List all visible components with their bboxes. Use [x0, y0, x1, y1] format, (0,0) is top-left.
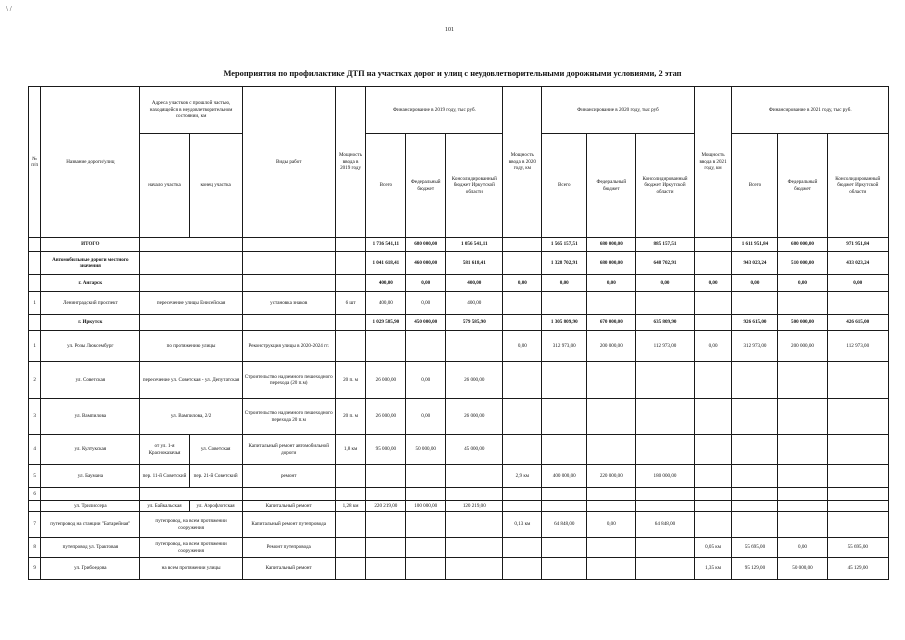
cell-f20	[587, 399, 636, 435]
cell-cap21	[694, 292, 732, 315]
table-row	[29, 275, 889, 292]
cell-works	[242, 315, 335, 331]
cell-r21	[827, 435, 888, 465]
cell-works: ремонт	[242, 465, 335, 488]
table-row	[29, 315, 889, 331]
cell-num	[29, 315, 41, 331]
cell-num: 6	[29, 488, 41, 501]
cell-cap-2019	[335, 238, 366, 252]
cell-t19	[366, 331, 406, 362]
table-row	[29, 538, 889, 558]
cell-r20: 64 848,00	[636, 512, 694, 538]
cell-r21	[827, 488, 888, 501]
cell-r20	[636, 538, 694, 558]
cell-cap-2019: 6 шт	[335, 292, 366, 315]
cell-t21: 943 023,24	[732, 252, 778, 275]
cell-num	[29, 238, 41, 252]
cell-f21: 680 000,00	[778, 238, 827, 252]
cell-address: пересечение улицы Енисейская	[140, 292, 242, 315]
cell-t20	[542, 435, 587, 465]
cell-works	[242, 238, 335, 252]
cell-road: Автомобильные дороги местного значения	[41, 252, 140, 275]
cell-f19: 680 000,00	[406, 238, 446, 252]
cell-t19: 1 736 541,11	[366, 238, 406, 252]
cell-works: Капитальный ремонт	[242, 558, 335, 580]
cell-f20	[587, 292, 636, 315]
cell-road: ул. Баумана	[41, 465, 140, 488]
cell-r21	[827, 501, 888, 512]
cell-road: путепровод на станции "Батарейная"	[41, 512, 140, 538]
cell-t19: 95 000,00	[366, 435, 406, 465]
header-total-2020: Всего	[542, 134, 587, 238]
cell-cap20	[503, 558, 542, 580]
cell-r20: 0,00	[636, 275, 694, 292]
cell-t21: 95 129,00	[732, 558, 778, 580]
cell-road: ул. Грибоедова	[41, 558, 140, 580]
cell-r21: 112 973,00	[827, 331, 888, 362]
cell-address	[140, 315, 242, 331]
cell-t20: 64 848,00	[542, 512, 587, 538]
cell-end: ул. Советская	[189, 435, 242, 465]
cell-road	[41, 488, 140, 501]
cell-t20: 1 328 702,91	[542, 252, 587, 275]
cell-t20	[542, 399, 587, 435]
cell-t19: 400,00	[366, 292, 406, 315]
cell-road: ул. Вампилова	[41, 399, 140, 435]
cell-address: путепровод, на всем протяжении сооружения	[140, 538, 242, 558]
cell-r19: 1 056 541,11	[446, 238, 503, 252]
cell-cap20	[503, 488, 542, 501]
cell-r19	[446, 538, 503, 558]
cell-r20	[636, 488, 694, 501]
cell-t21: 0,00	[732, 275, 778, 292]
cell-cap21	[694, 435, 732, 465]
cell-f20	[587, 501, 636, 512]
cell-f19: 0,00	[406, 362, 446, 399]
cell-f19: 100 000,00	[406, 501, 446, 512]
cell-num: 2	[29, 362, 41, 399]
cell-num: 1	[29, 331, 41, 362]
table-row	[29, 465, 889, 488]
cell-cap21	[694, 399, 732, 435]
cell-start: ул. Байкальская	[140, 501, 189, 512]
cell-t21: 55 695,00	[732, 538, 778, 558]
table-row	[29, 399, 889, 435]
cell-r21: 45 129,00	[827, 558, 888, 580]
cell-t20: 1 305 809,90	[542, 315, 587, 331]
cell-r20: 180 000,00	[636, 465, 694, 488]
cell-works	[242, 488, 335, 501]
cell-r21	[827, 512, 888, 538]
cell-num	[29, 252, 41, 275]
cell-t21	[732, 501, 778, 512]
header-start: начало участка	[140, 134, 189, 238]
cell-cap20: 0,13 км	[503, 512, 542, 538]
cell-cap20	[503, 292, 542, 315]
cell-start: пер. 11-й Советский	[140, 465, 189, 488]
cell-road: путепровод ул. Трактовая	[41, 538, 140, 558]
cell-r20	[636, 435, 694, 465]
table-row	[29, 558, 889, 580]
header-regional-2020: Консолидированный бюджет Иркутской области	[636, 134, 694, 238]
cell-cap20	[503, 315, 542, 331]
cell-f21: 510 000,00	[778, 252, 827, 275]
cell-cap21	[694, 501, 732, 512]
cell-f20: 680 000,00	[587, 252, 636, 275]
cell-t19: 26 000,00	[366, 362, 406, 399]
cell-cap-2019: 20 п. м	[335, 362, 366, 399]
cell-cap20: 0,00	[503, 331, 542, 362]
cell-works: Строительство надземного пешеходного перехода 20 п.м	[242, 399, 335, 435]
cell-f21: 0,00	[778, 275, 827, 292]
header-cap2019: Мощность ввода в 2019 году	[335, 87, 366, 238]
cell-t19: 400,00	[366, 275, 406, 292]
cell-road: ИТОГО	[41, 238, 140, 252]
cell-t19	[366, 538, 406, 558]
cell-cap21: 1,35 км	[694, 558, 732, 580]
cell-r19	[446, 558, 503, 580]
cell-f21	[778, 501, 827, 512]
cell-t20	[542, 501, 587, 512]
document-title: Мероприятия по профилактике ДТП на участках дорог и улиц с неудовлетворительными дорожными условиями, 2 этап	[223, 69, 682, 78]
header-federal-2020: Федеральный бюджет	[587, 134, 636, 238]
cell-cap20	[503, 435, 542, 465]
cell-works: Капитальный ремонт	[242, 501, 335, 512]
cell-cap20: 2,9 км	[503, 465, 542, 488]
cell-f19	[406, 488, 446, 501]
cell-num: 4	[29, 435, 41, 465]
cell-cap-2019	[335, 331, 366, 362]
cell-f19: 0,00	[406, 399, 446, 435]
header-total-2021: Всего	[732, 134, 778, 238]
cell-cap21: 0,00	[694, 331, 732, 362]
cell-t20	[542, 292, 587, 315]
cell-f20	[587, 435, 636, 465]
table-row	[29, 238, 889, 252]
cell-t20	[542, 538, 587, 558]
cell-t20: 400 000,00	[542, 465, 587, 488]
cell-f20: 680 000,00	[587, 238, 636, 252]
table-row	[29, 488, 889, 501]
header-regional-2019: Консолидированный бюджет Иркутской области	[446, 134, 503, 238]
cell-r20: 885 157,51	[636, 238, 694, 252]
cell-cap-2019: 20 п. м	[335, 399, 366, 435]
cell-address	[140, 275, 242, 292]
cell-cap-2019	[335, 512, 366, 538]
cell-t20: 1 565 157,51	[542, 238, 587, 252]
cell-t20	[542, 558, 587, 580]
cell-r21	[827, 362, 888, 399]
page-number: 101	[445, 27, 454, 33]
cell-t21	[732, 292, 778, 315]
cell-num: 3	[29, 399, 41, 435]
table-row	[29, 512, 889, 538]
cell-road: ул. Советская	[41, 362, 140, 399]
cell-address: на всем протяжении улицы	[140, 558, 242, 580]
cell-r21	[827, 465, 888, 488]
cell-cap21	[694, 465, 732, 488]
cell-f19	[406, 465, 446, 488]
cell-start: от ул. 1-я Красноказачья	[140, 435, 189, 465]
cell-cap-2019	[335, 315, 366, 331]
cell-t21: 1 611 951,84	[732, 238, 778, 252]
cell-t19	[366, 512, 406, 538]
cell-t19	[366, 465, 406, 488]
cell-r20	[636, 362, 694, 399]
table-row	[29, 331, 889, 362]
cell-cap-2019	[335, 538, 366, 558]
cell-road: г. Иркутск	[41, 315, 140, 331]
cell-cap20	[503, 238, 542, 252]
cell-cap20	[503, 538, 542, 558]
cell-r20	[636, 501, 694, 512]
cell-f20	[587, 488, 636, 501]
cell-f20	[587, 538, 636, 558]
cell-address	[140, 252, 242, 275]
cell-num: 8	[29, 538, 41, 558]
cell-r19: 400,00	[446, 292, 503, 315]
cell-cap20	[503, 362, 542, 399]
cell-f20: 0,00	[587, 512, 636, 538]
cell-cap-2019: 1,28 км	[335, 501, 366, 512]
cell-cap-2019: 1,8 км	[335, 435, 366, 465]
cell-f19	[406, 512, 446, 538]
cell-cap-2019	[335, 252, 366, 275]
cell-r20	[636, 399, 694, 435]
header-federal-2021: Федеральный бюджет	[778, 134, 827, 238]
header-total-2019: Всего	[366, 134, 406, 238]
cell-f20: 220 000,00	[587, 465, 636, 488]
cell-f21	[778, 292, 827, 315]
cell-r21: 433 023,24	[827, 252, 888, 275]
cell-f20: 670 000,00	[587, 315, 636, 331]
cell-f19	[406, 558, 446, 580]
road-safety-table	[28, 86, 889, 580]
header-works: Виды работ	[242, 87, 335, 238]
cell-r19: 120 219,00	[446, 501, 503, 512]
cell-r19	[446, 331, 503, 362]
cell-f19: 460 000,00	[406, 252, 446, 275]
cell-t19: 26 000,00	[366, 399, 406, 435]
cell-t21: 926 615,00	[732, 315, 778, 331]
cell-r20: 635 809,90	[636, 315, 694, 331]
header-federal-2019: Федеральный бюджет	[406, 134, 446, 238]
table-row	[29, 435, 889, 465]
cell-t21	[732, 488, 778, 501]
cell-r19	[446, 512, 503, 538]
header-end: конец участка	[189, 134, 242, 238]
table-row	[29, 292, 889, 315]
cell-cap20: 0,00	[503, 275, 542, 292]
cell-cap21	[694, 362, 732, 399]
cell-cap21	[694, 238, 732, 252]
cell-cap21	[694, 252, 732, 275]
cell-r19	[446, 488, 503, 501]
cell-r19: 45 000,00	[446, 435, 503, 465]
cell-address	[140, 238, 242, 252]
cell-num: 7	[29, 512, 41, 538]
header-fin2021: Финансирование в 2021 году, тыс руб.	[732, 87, 889, 134]
cell-f19	[406, 331, 446, 362]
cell-t19	[366, 558, 406, 580]
table-row	[29, 362, 889, 399]
table-row	[29, 501, 889, 512]
cell-r21: 971 951,84	[827, 238, 888, 252]
cell-f19: 50 000,00	[406, 435, 446, 465]
cell-t19: 1 041 618,41	[366, 252, 406, 275]
cell-t20: 0,00	[542, 275, 587, 292]
cell-cap-2019	[335, 488, 366, 501]
cell-f21	[778, 435, 827, 465]
cell-r20: 648 702,91	[636, 252, 694, 275]
cell-address: по протяжению улицы	[140, 331, 242, 362]
cell-cap20	[503, 501, 542, 512]
cell-f19: 0,00	[406, 292, 446, 315]
cell-f19	[406, 538, 446, 558]
cell-r19: 581 618,41	[446, 252, 503, 275]
header-regional-2021: Консолидированный бюджет Иркутской области	[827, 134, 888, 238]
cell-road: Ленинградский проспект	[41, 292, 140, 315]
cell-end: ул. Аэрофлотская	[189, 501, 242, 512]
cell-f21: 200 000,00	[778, 331, 827, 362]
cell-f21	[778, 362, 827, 399]
cell-t21	[732, 465, 778, 488]
cell-cap-2019	[335, 465, 366, 488]
cell-t21	[732, 362, 778, 399]
cell-r19: 579 585,90	[446, 315, 503, 331]
cell-f19: 450 000,00	[406, 315, 446, 331]
cell-t20	[542, 488, 587, 501]
cell-t19: 220 219,00	[366, 501, 406, 512]
cell-works: Капитальный ремонт путепровода	[242, 512, 335, 538]
cell-t21: 312 973,00	[732, 331, 778, 362]
cell-address: пересечение ул. Советская - ул. Депутатская	[140, 362, 242, 399]
header-fin2020: Финансирование в 2020 году, тыс руб	[542, 87, 694, 134]
cell-works	[242, 275, 335, 292]
cell-r19: 400,00	[446, 275, 503, 292]
cell-r20	[636, 558, 694, 580]
cell-works: Реконструкция улицы в 2020-2024 гг.	[242, 331, 335, 362]
cell-works: установка знаков	[242, 292, 335, 315]
cell-works	[242, 252, 335, 275]
cell-f20	[587, 362, 636, 399]
cell-r21	[827, 292, 888, 315]
cell-cap20	[503, 252, 542, 275]
cell-address: путепровод, на всем протяжении сооружения	[140, 512, 242, 538]
cell-address	[140, 488, 242, 501]
header-cap2020: Мощность ввода в 2020 году, км	[503, 87, 542, 238]
cell-r19	[446, 465, 503, 488]
cell-r21	[827, 399, 888, 435]
cell-f21	[778, 399, 827, 435]
cell-t21	[732, 399, 778, 435]
cell-cap-2019	[335, 558, 366, 580]
cell-r21: 0,00	[827, 275, 888, 292]
header-fin2019: Финансирование в 2019 году, тыс руб.	[366, 87, 503, 134]
cell-t19	[366, 488, 406, 501]
cell-f21	[778, 465, 827, 488]
cell-r20	[636, 292, 694, 315]
cell-t20: 312 973,00	[542, 331, 587, 362]
cell-cap20	[503, 399, 542, 435]
cell-road: ул. Трилиссера	[41, 501, 140, 512]
cell-address: ул. Вампилова, 2/2	[140, 399, 242, 435]
cell-works: Капитальный ремонт автомобильной дороги	[242, 435, 335, 465]
cell-cap-2019	[335, 275, 366, 292]
cell-cap21: 0,05 км	[694, 538, 732, 558]
cell-road: г. Ангарск	[41, 275, 140, 292]
cell-num: 9	[29, 558, 41, 580]
cell-r20: 112 973,00	[636, 331, 694, 362]
cell-f21	[778, 512, 827, 538]
header-road: Название дороги/улиц	[41, 87, 140, 238]
cell-r19: 26 000,00	[446, 399, 503, 435]
cell-r21: 426 615,00	[827, 315, 888, 331]
table-row	[29, 252, 889, 275]
cell-works: Ремонт путепровода	[242, 538, 335, 558]
cell-t21	[732, 512, 778, 538]
cell-f20: 200 000,00	[587, 331, 636, 362]
cell-road: ул. Розы Люксембург	[41, 331, 140, 362]
cell-t21	[732, 435, 778, 465]
cell-cap21	[694, 488, 732, 501]
cell-cap21	[694, 512, 732, 538]
cell-r21: 55 695,00	[827, 538, 888, 558]
cell-f21: 50 000,00	[778, 558, 827, 580]
cell-f20: 0,00	[587, 275, 636, 292]
cell-cap21	[694, 315, 732, 331]
cell-r19: 26 000,00	[446, 362, 503, 399]
cell-f19: 0,00	[406, 275, 446, 292]
cell-f21: 0,00	[778, 538, 827, 558]
cell-f20	[587, 558, 636, 580]
header-cap2021: Мощность ввода в 2021 году, км	[694, 87, 732, 238]
cell-end: пер. 21-й Советский	[189, 465, 242, 488]
cell-works: Строительство надземного пешеходного перехода (20 п.м)	[242, 362, 335, 399]
header-row-2	[29, 134, 889, 238]
cell-road: ул. Култукская	[41, 435, 140, 465]
header-row-1	[29, 87, 889, 134]
cell-num: 1	[29, 292, 41, 315]
cell-num	[29, 501, 41, 512]
cell-num	[29, 275, 41, 292]
header-num: № п/п	[29, 87, 41, 238]
cell-num: 5	[29, 465, 41, 488]
margin-marks: \ /	[6, 5, 12, 13]
cell-t19: 1 029 585,90	[366, 315, 406, 331]
cell-cap21: 0,00	[694, 275, 732, 292]
cell-f21: 500 000,00	[778, 315, 827, 331]
cell-t20	[542, 362, 587, 399]
header-address: Адреса участков с прошлой частью, находящейся в неудовлетворительном состоянии, км	[140, 87, 242, 134]
cell-f21	[778, 488, 827, 501]
